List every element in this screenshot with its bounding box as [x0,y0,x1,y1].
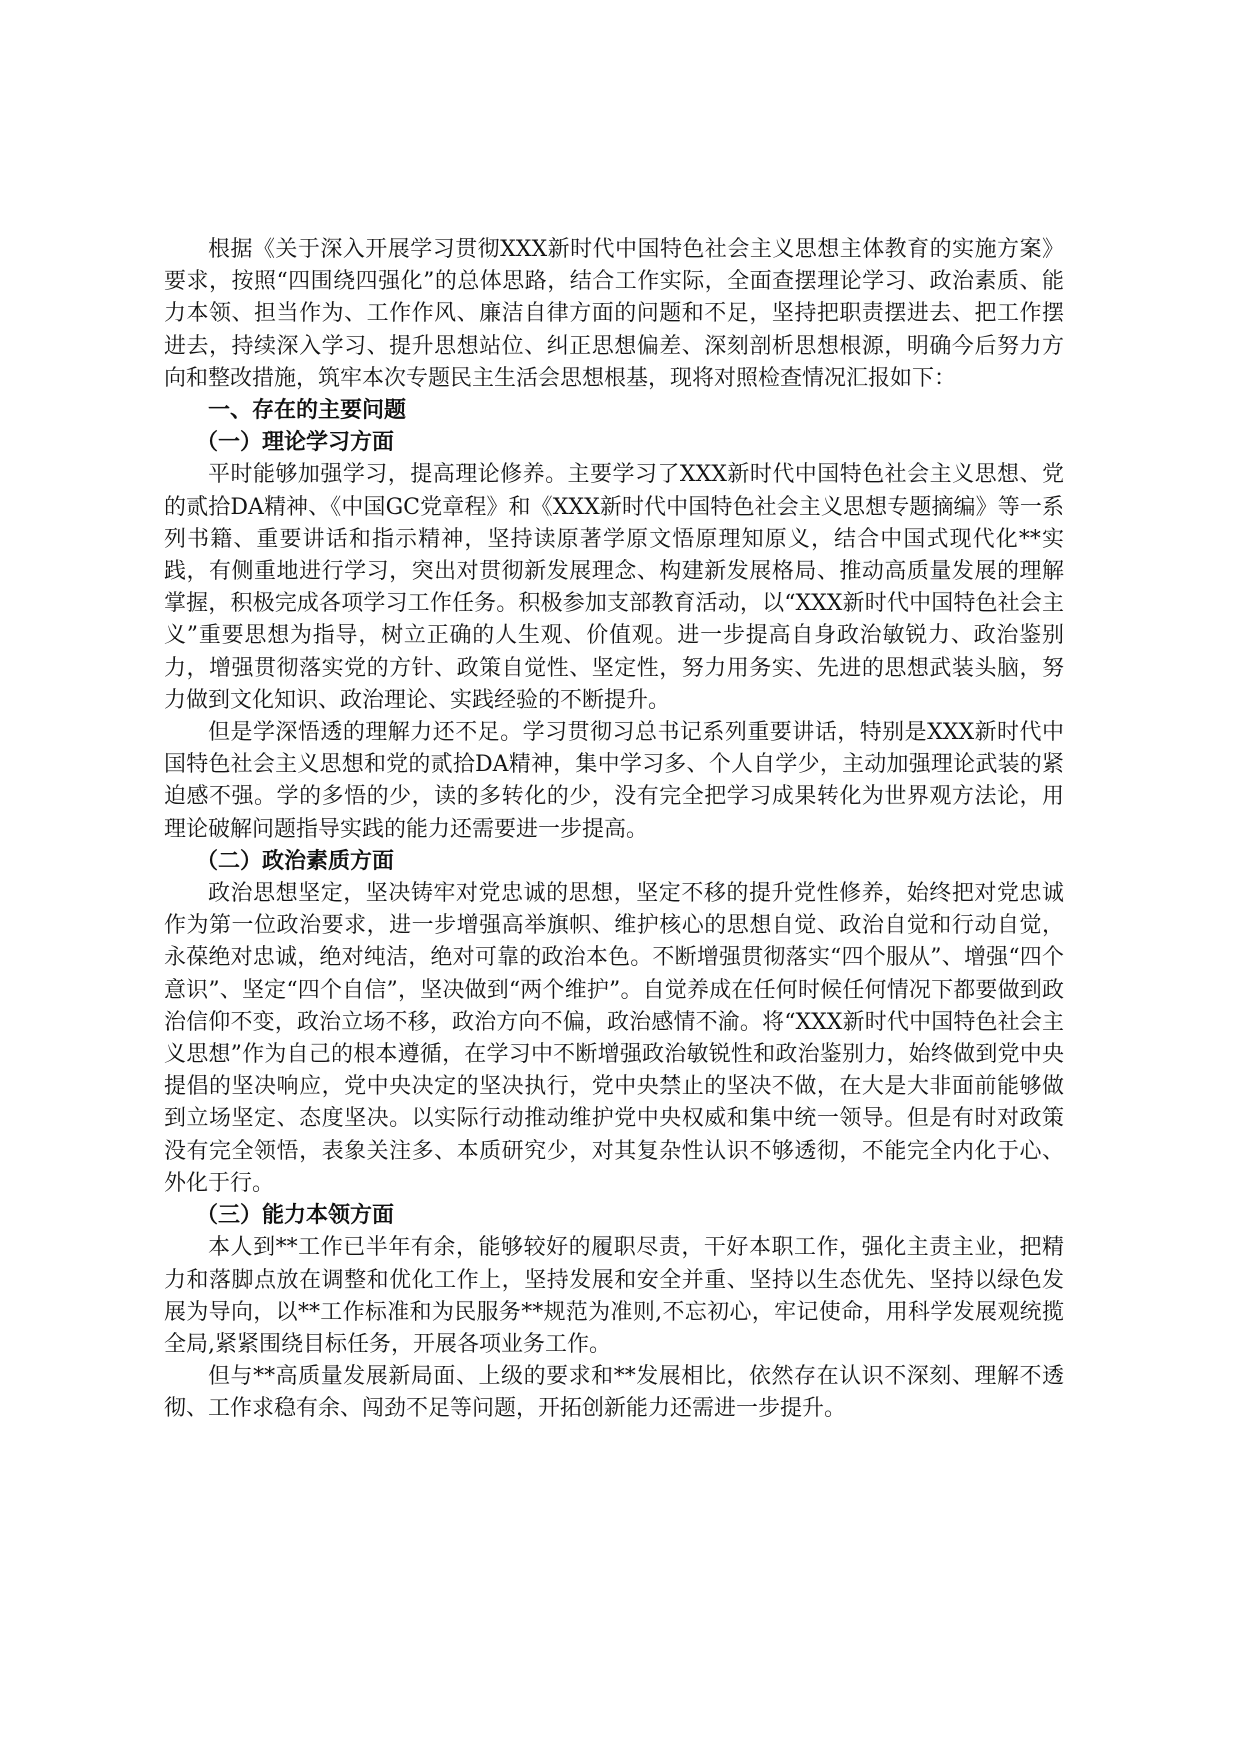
ability-paragraph-1: 本人到**工作已半年有余，能够较好的履职尽责，干好本职工作，强化主责主业，把精力和落脚点放在调整和优化工作上，坚持发展和安全并重、坚持以生态优先、坚持以绿色发展为导向，以**工作标准和为民服务**规范为准则,不忘初心，牢记使命，用科学发展观统揽全局,紧紧围绕目标任务，开展各项业务工作。 [164,1235,1064,1357]
ability-paragraph-2: 但与**高质量发展新局面、上级的要求和**发展相比，依然存在认识不深刻、理解不透彻、工作求稳有余、闯劲不足等问题，开拓创新能力还需进一步提升。 [164,1364,1064,1422]
political-quality-paragraph: 政治思想坚定，坚决铸牢对党忠诚的思想，坚定不移的提升党性修养，始终把对党忠诚作为第一位政治要求，进一步增强高举旗帜、维护核心的思想自觉、政治自觉和行动自觉，永葆绝对忠诚，绝对纯洁，绝对可靠的政治本色。不断增强贯彻落实“四个服从”、增强“四个意识”、坚定“四个自信”，坚决做到“两个维护”。自觉养成在任何时候任何情况下都要做到政治信仰不变，政治立场不移，政治方向不偏，政治感情不渝。将“XXX新时代中国特色社会主义思想”作为自己的根本遵循，在学习中不断增强政治敏锐性和政治鉴别力，始终做到党中央提倡的坚决响应，党中央决定的坚决执行，党中央禁止的坚决不做，在大是大非面前能够做到立场坚定、态度坚决。以实际行动推动维护党中央权威和集中统一领导。但是有时对政策没有完全领悟，表象关注多、本质研究少，对其复杂性认识不够透彻，不能完全内化于心、外化于行。 [164,881,1064,1196]
subsection-heading-theory-study: （一）理论学习方面 [196,430,395,456]
subsection-heading-political-quality: （二）政治素质方面 [196,848,395,874]
document-body [164,234,1064,1426]
theory-study-paragraph-2: 但是学深悟透的理解力还不足。学习贯彻习总书记系列重要讲话，特别是XXX新时代中国特色社会主义思想和党的贰拾DA精神，集中学习多、个人自学少，主动加强理论武装的紧迫感不强。学的多悟的少，读的多转化的少，没有完全把学习成果转化为世界观方法论，用理论破解问题指导实践的能力还需要进一步提高。 [164,720,1064,842]
subsection-heading-ability: （三）能力本领方面 [196,1203,395,1229]
intro-paragraph: 根据《关于深入开展学习贯彻XXX新时代中国特色社会主义思想主体教育的实施方案》要求，按照“四围绕四强化”的总体思路，结合工作实际，全面查摆理论学习、政治素质、能力本领、担当作为、工作作风、廉洁自律方面的问题和不足，坚持把职责摆进去、把工作摆进去，持续深入学习、提升思想站位、纠正思想偏差、深刻剖析思想根源，明确今后努力方向和整改措施，筑牢本次专题民主生活会思想根基，现将对照检查情况汇报如下： [164,237,1064,391]
theory-study-paragraph-1: 平时能够加强学习，提高理论修养。主要学习了XXX新时代中国特色社会主义思想、党的贰拾DA精神、《中国GC党章程》和《XXX新时代中国特色社会主义思想专题摘编》等一系列书籍、重要讲话和指示精神，坚持读原著学原文悟原理知原义，结合中国式现代化**实践，有侧重地进行学习，突出对贯彻新发展理念、构建新发展格局、推动高质量发展的理解掌握，积极完成各项学习工作任务。积极参加支部教育活动，以“XXX新时代中国特色社会主义”重要思想为指导，树立正确的人生观、价值观。进一步提高自身政治敏锐力、政治鉴别力，增强贯彻落实党的方针、政策自觉性、坚定性，努力用务实、先进的思想武装头脑，努力做到文化知识、政治理论、实践经验的不断提升。 [164,462,1064,713]
section-heading-main-problems: 一、存在的主要问题 [208,398,407,424]
